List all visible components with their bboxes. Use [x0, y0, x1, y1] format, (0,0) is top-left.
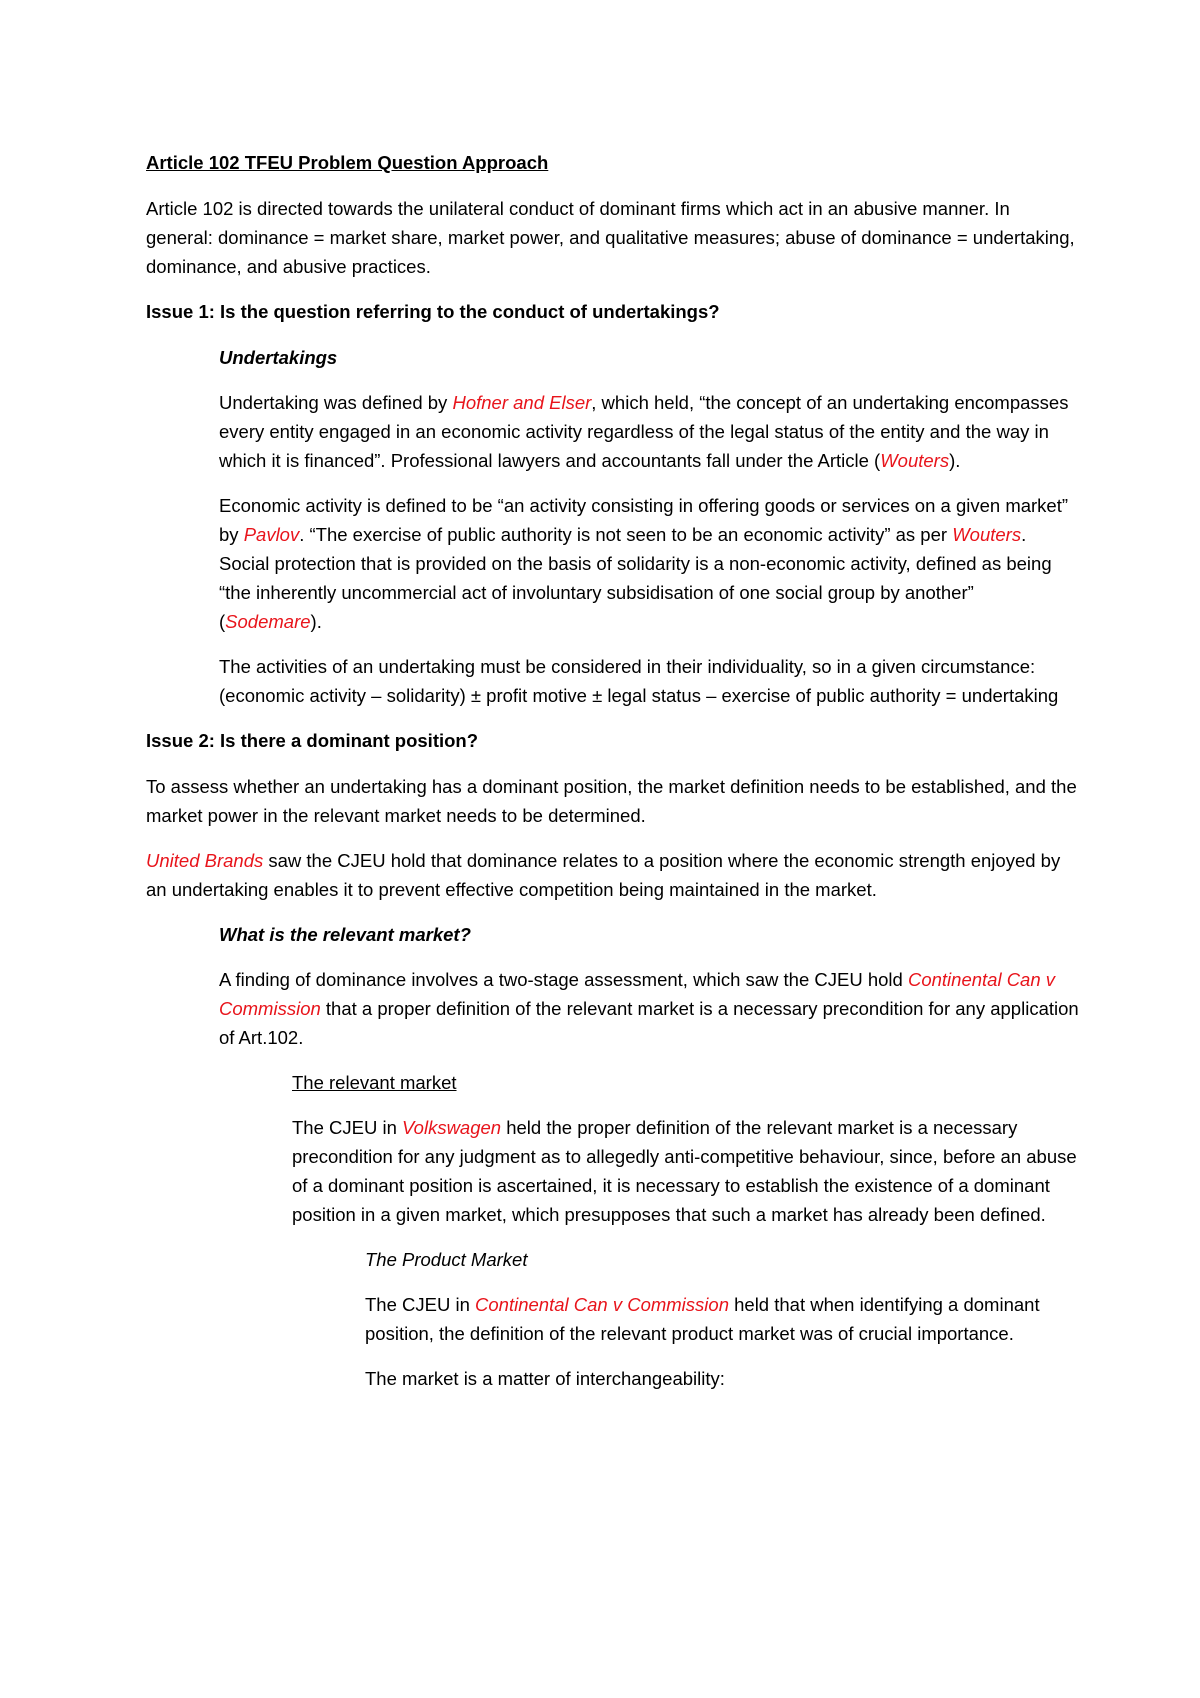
text-run: ).: [949, 450, 961, 471]
case-citation: Pavlov: [243, 524, 300, 545]
text-run: A finding of dominance involves a two-stage assessment, which saw the CJEU hold: [219, 969, 908, 990]
text-run: The CJEU in: [292, 1117, 403, 1138]
interchangeability-paragraph: The market is a matter of interchangeability:: [365, 1368, 725, 1389]
issue-1-heading: Issue 1: Is the question referring to the conduct of undertakings?: [146, 301, 720, 322]
text-run: ).: [310, 611, 322, 632]
case-citation: United Brands: [146, 850, 264, 871]
case-citation: Continental Can v Commission: [219, 969, 1056, 1019]
product-market-heading: The Product Market: [365, 1249, 528, 1270]
case-citation: Wouters: [952, 524, 1022, 545]
dominance-assessment-paragraph: To assess whether an undertaking has a dominant position, the market definition needs to be established, and the market power in the relevant market needs to be determined.: [146, 776, 1077, 826]
text-run: Undertaking was defined by: [219, 392, 453, 413]
text-run: The CJEU in: [365, 1294, 476, 1315]
intro-paragraph: Article 102 is directed towards the unilateral conduct of dominant firms which act in an abusive manner. In general: dominance = market share, market power, and qualitative measures; abuse of dominance = undertaking, dominance, and abusive practices.: [146, 198, 1075, 277]
relevant-market-heading: The relevant market: [292, 1072, 457, 1093]
text-run: . “The exercise of public authority is not seen to be an economic activity” as per: [299, 524, 953, 545]
economic-activity-paragraph: [219, 491, 1080, 636]
relevant-market-question-subheading: What is the relevant market?: [219, 924, 471, 945]
product-market-paragraph: [365, 1290, 1080, 1348]
document-title: Article 102 TFEU Problem Question Approach: [146, 152, 549, 173]
text-run: that a proper definition of the relevant market is a necessary precondition for any application of Art.102.: [219, 998, 1079, 1048]
two-stage-assessment-paragraph: [219, 965, 1080, 1052]
united-brands-paragraph: [146, 846, 1080, 904]
issue-2-heading: Issue 2: Is there a dominant position?: [146, 730, 479, 751]
volkswagen-paragraph: [292, 1113, 1080, 1229]
text-run: Economic activity is defined to be “an activity consisting in offering goods or services on a given market” by: [219, 495, 1069, 545]
case-citation: Wouters: [880, 450, 950, 471]
text-run: , which held, “the concept of an undertaking encompasses every entity engaged in an economic activity regardless of the legal status of the entity and the way in which it is financed”. Professional lawyers and accountants fall under the Article (: [219, 392, 1069, 471]
case-citation: Hofner and Elser: [452, 392, 592, 413]
undertaking-definition-paragraph: [219, 388, 1080, 475]
text-run: held the proper definition of the relevant market is a necessary precondition for any judgment as to allegedly anti-competitive behaviour, since, before an abuse of a dominant position is ascertained, it is necessary to establish the existence of a dominant position in a given market, which presupposes that such a market has already been defined.: [292, 1117, 1077, 1225]
case-citation: Sodemare: [225, 611, 311, 632]
case-citation: Continental Can v Commission: [475, 1294, 729, 1315]
undertakings-subheading: Undertakings: [219, 347, 338, 368]
text-run: . Social protection that is provided on the basis of solidarity is a non-economic activity, defined as being “the inherently uncommercial act of involuntary subsidisation of one social group by another” (: [219, 524, 1052, 632]
undertaking-formula-paragraph: The activities of an undertaking must be considered in their individuality, so in a given circumstance: (economic activity – solidarity) ± profit motive ± legal status – exercise of public authority = undertaking: [219, 656, 1059, 706]
text-run: held that when identifying a dominant position, the definition of the relevant product market was of crucial importance.: [365, 1294, 1040, 1344]
case-citation: Volkswagen: [402, 1117, 502, 1138]
text-run: saw the CJEU hold that dominance relates to a position where the economic strength enjoyed by an undertaking enables it to prevent effective competition being maintained in the market.: [146, 850, 1061, 900]
